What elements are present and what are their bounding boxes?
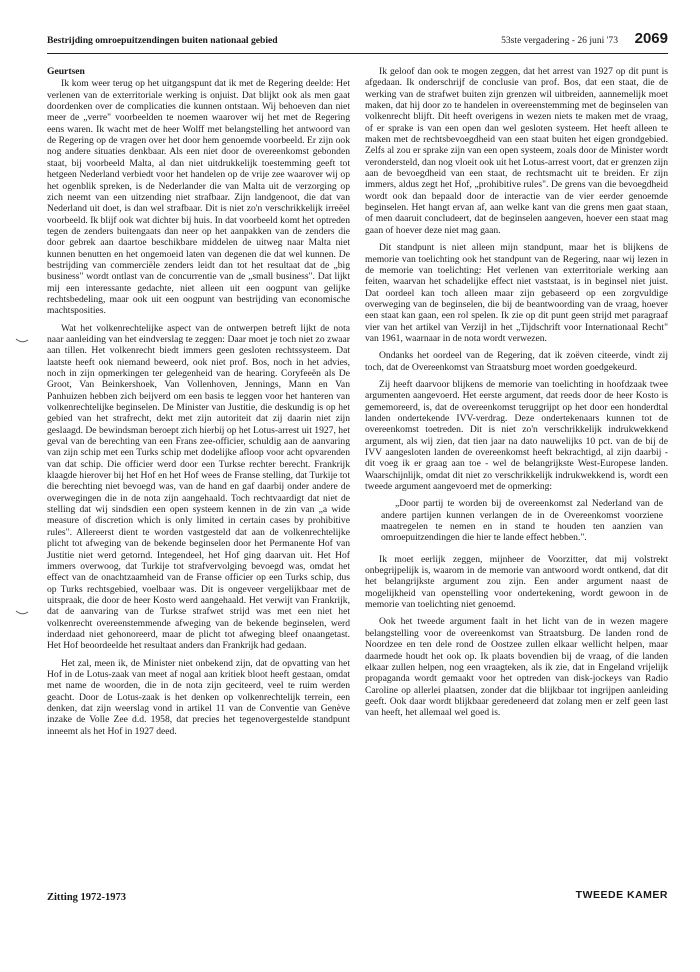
paragraph: Wat het volkenrechtelijke aspect van de ontwerpen betreft lijkt de nota naar aanleiding van het eindverslag te zeggen: Daar moet je toch niet zo zwaar aan tillen. Het volkenrecht biedt immers geen gesloten rechtssysteem. Dat laatste heeft ook niemand beweerd, ook niet prof. Bos, noch in het advies, noch in zijn opmerkingen ter gelegenheid van de hearing. Coryfeeën als De Groot, Van Beinkershoek, Van Vollenhoven, Jennings, Mann en Van Panhuizen hebben zich beijverd om een basis te leggen voor het hanteren van volkenrechtelijke beginselen. De Minister van Justitie, die deskundig is op het gebied van het strafrecht, dekt met zijn autoriteit dat zij daarin niet zijn geslaagd. De bewindsman beroept zich hierbij op het Lotus-arrest uit 1927, het geval van de berechting van een Frans zee-officier, schuldig aan de aanvaring van zijn schip met een Turks schip met dodelijke afloop voor acht opvarenden van dat schip. Die officier werd door een Turkse rechter berecht. Frankrijk klaagde hierover bij het Hof en het Hof wees de Franse stelling, dat Turkije tot die berechting niet bevoegd was, van de hand en gaf daarbij onder andere de overwegingen die in de nota zijn aangehaald. Toch rechtvaardigt dat niet de stelling dat wij sindsdien een open systeem kennen in de zin van „a wide measure of discretion which is only limited in certain cases by prohibitive rules". Allereerst dient te worden vastgesteld dat aan de volkenrechtelijke plicht tot afweging van de bekende beginselen door het Permanente Hof van Justitie niet werd getornd. Integendeel, het Hof ging daarvan uit. Het Hof immers overwoog, dat Turkije tot strafvervolging bevoegd was, omdat het effect van de onachtzaamheid van de Franse officier op een Turks schip, dus op Turks rechtsgebied, voelbaar was. Dit is ongeveer vergelijkbaar met de uitspraak, die door de heer Kosto werd aangehaald. Het verwijt van Frankrijk, dat de aanvaring van de Turkse strafwet strijd was met een niet het volkenrecht overeenstemmende afweging van de bekende beginselen, werd inderdaad niet gehonoreerd, maar de plicht tot afweging bleef onaangetast. Het Hof beoordeelde het resultaat anders dan Frankrijk had gedaan. <box>47 322 350 652</box>
chamber-footer: TWEEDE KAMER <box>575 889 668 901</box>
speaker-name: Geurtsen <box>47 66 85 77</box>
header-rule <box>47 53 668 54</box>
right-column <box>365 66 668 725</box>
paragraph: Ik geloof dan ook te mogen zeggen, dat het arrest van 1927 op dit punt is afgedaan. Ik onderschrijf de conclusie van prof. Bos, dat een staat, die de werking van de strafwet buiten zijn grenzen wil uitbreiden, aannemelijk moet maken, dat hij door zo te handelen in overeenstemming met de beginselen van volkenrecht blijft. Dit heeft overigens in wezen niets te maken met de vraag, of er sprake is van een open dan wel gesloten systeem. Het heeft alleen te maken met de rechtsbevoegdheid van een staat buiten het eigen grondgebied. Zelfs al zou er sprake zijn van een open systeem, zoals door de Minister wordt verondersteld, dan nog vloeit ook uit het Lotus-arrest voort, dat er grenzen zijn aan de bevoegdheid van een staat, de rechtsmacht uit te breiden. Er zijn immers, aldus zegt het Hof, „prohibitive rules". De grens van die bevoegdheid wordt ook dan bepaald door de interactie van de vier eerder genoemde beginselen. Het hangt ervan af, aan welke kant van die grens men gaat staan, of men daaruit concludeert, dat de beginselen aangeven, hoever een staat mag gaan of hoever deze niet mag gaan. <box>365 66 668 236</box>
margin-mark-icon <box>15 338 29 344</box>
running-title: Bestrijding omroepuitzendingen buiten nationaal gebied <box>47 35 278 46</box>
block-quote: „Door partij te worden bij de overeenkomst zal Nederland van de andere partijen kunnen verlangen de in de Overeenkomst voorziene maatregelen te nemen en in stand te houden ten aanzien van omroepuitzendingen die hier te lande effect hebben.". <box>381 498 663 544</box>
paragraph: Ook het tweede argument faalt in het licht van de in wezen magere belangstelling voor de overeenkomst van Straatsburg. De landen rond de Noordzee en ten dele rond de Oostzee zullen elkaar wellicht helpen, maar daarmede houdt het ook op. Ik plaats bovendien bij de vraag, of die landen elkaar zullen helpen, nog een vraagteken, als ik zie, dat in Engeland vrijelijk propaganda wordt gemaakt voor het optreden van disk-jockeys van Radio Caroline op allerlei plaatsen, zonder dat die blijkbaar tot ingrijpen aanleiding geeft. Ook daar wordt blijkbaar geredeneerd dat zolang men er zelf geen last van heeft, het allemaal wel goed is. <box>365 616 668 719</box>
paragraph: Zij heeft daarvoor blijkens de memorie van toelichting in hoofdzaak twee argumenten aangevoerd. Het eerste argument, dat reeds door de heer Kosto is gememoreerd, is, dat de overeenkomst teruggrijpt op het door een honderdtal landen ondertekende IVV-verdrag. Deze ondertekenaars kunnen tot de overeenkomst toetreden. Dit is niet zo'n verschrikkelijk indrukwekkend argument, als wij zien, dat tien jaar na dato nauwelijks 10 pct. van de bij de IVV aangesloten landen de overeenkomst heeft bekrachtigd, al zijn daarbij - dit voeg ik er graag aan toe - wel de belangrijkste West-Europese landen. Waarschijnlijk, omdat dit niet zo verschrikkelijk indrukwekkend is, wordt een tweede argument aangevoerd met de opmerking: <box>365 378 668 493</box>
session-footer: Zitting 1972-1973 <box>47 892 127 903</box>
meeting-date: 53ste vergadering - 26 juni '73 <box>501 35 618 46</box>
margin-mark-icon <box>15 610 29 616</box>
page-number: 2069 <box>634 30 668 47</box>
left-column <box>47 66 350 743</box>
paragraph: Het zal, meen ik, de Minister niet onbekend zijn, dat de opvatting van het Hof in de Lotus-zaak van meet af nogal aan kritiek bloot heeft gestaan, omdat met name de woorden, die in de nota zijn geciteerd, veel te ruim werden geacht. Door de Lotus-zaak is het denken op volkenrechtelijk terrein, een denken, dat zijn weerslag vond in artikel 11 van de Conventie van Genève inzake de Volle Zee d.d. 1958, dat precies het tegenovergestelde standpunt inneemt als het Hof in 1927 deed. <box>47 657 350 737</box>
paragraph: Ondanks het oordeel van de Regering, dat ik zoëven citeerde, vindt zij toch, dat de Overeenkomst van Straatsburg moet worden goedgekeurd. <box>365 350 668 373</box>
paragraph: Ik kom weer terug op het uitgangspunt dat ik met de Regering deelde: Het verlenen van de exterritoriale werking is onjuist. Dat blijkt ook als men gaat doordenken over de complicaties die kunnen ontstaan. Wij behoeven dan niet meer de „verre" voorbeelden te noemen waarover wij het met de Regering eens waren. Ik wacht met de heer Wolff met belangstelling het antwoord van de Regering op de vragen over het door hem genoemde voorbeeld. Er zijn ook nog andere situaties denkbaar. Als een niet door de overeenkomst gebonden staat, bij voorbeeld Malta, al dan niet uitdrukkelijk toestemming geeft tot hetgeen Nederland verbiedt voor het handelen op de vrije zee waarover wij op het ogenblik spreken, is de Nederlander die van Malta uit de verzorging op zich neemt van een uitzending niet strafbaar. Zijn landgenoot, die dat van Nederland uit doet, is dan wel strafbaar. Dit is niet zo'n verschrikkelijk irreëel voorbeeld. Ik blijf ook wat dichter bij huis. In dat voorbeeld komt het optreden tegen de zenders buitengaats dan neer op het aanpakken van de zenders die door gebrek aan daartoe beschikbare middelen de uitweg naar Malta niet kunnen benutten en het ongemoeid laten van degenen die dat wel kunnen. De bestrijding van commerciële zenders leidt dan tot het resultaat dat de „big business" wordt ontlast van de concurrentie van de „small business". Dat lijkt mij een interessante gedachte, niet alleen uit een oogpunt van gelijke rechtsbedeling, maar ook uit een oogpunt van bestrijding van economische machtsposities. <box>47 78 350 317</box>
paragraph: Ik moet eerlijk zeggen, mijnheer de Voorzitter, dat mij volstrekt onbegrijpelijk is, waarom in de memorie van antwoord wordt ontkend, dat dit het belangrijkste argument zou zijn. Een ander argument naast de mogelijkheid van openstelling voor ondertekening, wordt gewoon in de memorie van toelichting niet genoemd. <box>365 553 668 611</box>
paragraph: Dit standpunt is niet alleen mijn standpunt, maar het is blijkens de memorie van toelichting ook het standpunt van de Regering, naar wij lezen in de memorie van toelichting: Het verlenen van exterritoriale werking aan feiten, waarvan het schadelijke effect niet vaststaat, is in beginsel niet juist. Dat oordeel kan toch alleen maar zijn gebaseerd op een zorgvuldige overweging van de beginselen, die bij de beantwoording van de vraag, hoever een staat kan gaan, een rol spelen. Ik zie op dit punt geen strijd met paragraaf vier van het artikel van Verzijl in het „Tijdschrift voor Internationaal Recht" van 1961, waarnaar in de nota wordt verwezen. <box>365 242 668 344</box>
running-header <box>47 30 668 51</box>
